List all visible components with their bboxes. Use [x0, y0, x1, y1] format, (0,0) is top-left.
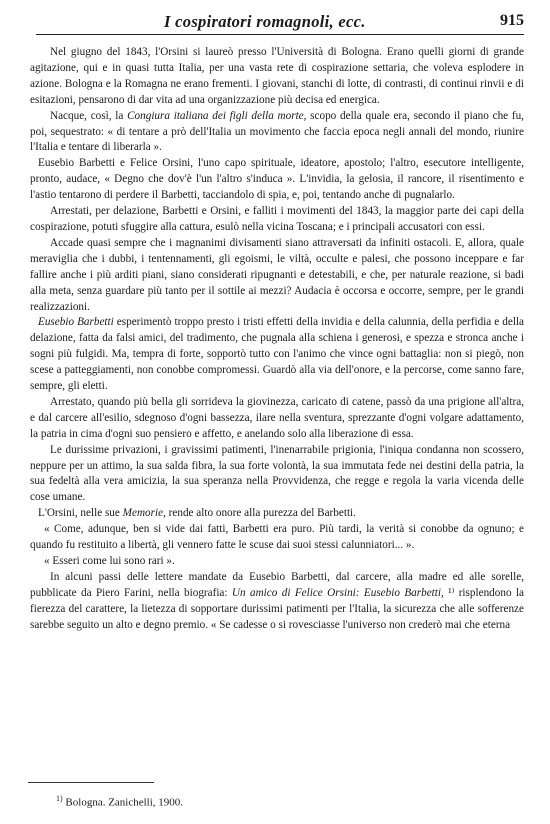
footnote-rule	[28, 782, 154, 783]
paragraph: In alcuni passi delle lettere mandate da Eusebio Barbetti, dal carcere, alla madre ed alle sorelle, pubblicate da Piero Farini, nella biografia: Un amico di Felice Orsini: Eusebio Barbetti, ¹⁾ risplendono la fierezza del carattere, la lietezza di sopportare durissimi patimenti per l'Italia, la sicurezza che alle sofferenze sarebbe seguito un alto e degno premio. « Se cadesse o si rovesciasse l'universo non crederò mai che eterna	[30, 570, 525, 631]
header-rule	[36, 34, 524, 35]
italic-title: Un amico di Felice Orsini: Eusebio Barbetti,	[231, 586, 444, 599]
running-header	[36, 12, 524, 36]
footnote	[56, 794, 183, 809]
italic-title: Congiura italiana dei figli della morte	[127, 109, 304, 122]
italic-title: Memorie	[122, 507, 164, 520]
paragraph: Nel giugno del 1843, l'Orsini si laureò presso l'Università di Bologna. Erano quelli giorni di grande agitazione, qui e in quasi tutta Italia, per una vasta rete di cospirazione settaria, che voleva esplodere in azione. Bologna e la Romagna ne erano frementi. I giovani, stanchi di lotte, di contrasti, di continui rinvii e di esitazioni, pensarono di dar vita ad una organizzazione più decisa ed energica.	[30, 46, 524, 106]
footnote-mark: 1)	[56, 794, 63, 803]
paragraph: Arrestato, quando più bella gli sorrideva la giovinezza, caricato di catene, passò da una prigione all'altra, e dal carcere all'esilio, sdegnoso d'ogni bassezza, ilare nella sventura, sprezzante d'ogni volgare adattamento, la patria in cima d'ogni suo pensiero e affetto, e anelando solo alla liberazione di essa.	[30, 395, 524, 440]
paragraph: Le durissime privazioni, i gravissimi patimenti, l'inenarrabile prigionia, l'iniqua condanna non scossero, neppure per un attimo, la sua salda fibra, la sua forte volontà, la sua immutata fede nei destini della patria, la sua fedeltà alla vera amicizia, la sua speranza nella Provvidenza, che regge e regola la varia vicenda delle cose umane.	[30, 443, 524, 504]
body-text	[30, 45, 524, 634]
running-title: I cospiratori romagnoli, ecc.	[164, 12, 366, 31]
paragraph: Arrestati, per delazione, Barbetti e Orsini, e falliti i movimenti del 1843, la maggior parte dei capi della cospirazione, potuti sfuggire alla cattura, esulò nella vicina Toscana; e i principali accusatori con essi.	[30, 205, 524, 233]
quote-paragraph: « Come, adunque, ben si vide dai fatti, Barbetti era puro. Più tardi, la verità si conobbe da ognuno; e quando fu restituito a libertà, gli vennero fatte le scuse dai suoi stessi calunniatori... ».	[30, 523, 524, 552]
paragraph: Eusebio Barbetti e Felice Orsini, l'uno capo spirituale, ideatore, apostolo; l'altro, esecutore intelligente, pronto, audace, « Degno che dov'è l'un l'altro s'induca ». L'invidia, la gelosia, il rancore, il risentimento e l'astio tentarono di perdere il Barbetti, tacciandolo di spia, e, poi, tentando anche di pugnalarlo.	[30, 157, 524, 202]
paragraph: Nacque, così, la Congiura italiana dei figli della morte, scopo della quale era, secondo il piano che fu, poi, sequestrato: « di tentare a prò dell'Italia un movimento che faccia epoca negli annali del mondo, riunire l'Italia e tentare di liberarla ».	[30, 109, 524, 154]
italic-title: Eusebio Barbetti	[38, 316, 114, 329]
paragraph: Eusebio Barbetti esperimentò troppo presto i tristi effetti della invidia e della calunnia, della perfidia e della delazione, fatta da falsi amici, del tradimento, che pugnala alla schiena i generosi, e spezza e stronca anche i sogni più fulgidi. Ma, tempra di forte, sopportò tutto con l'animo che vince ogni battaglia: non si piegò, non scese a patteggiamenti, non conobbe compromessi. Guardò alla via dell'onore, e la percorse, come sanno fare, sempre, gli eletti.	[30, 316, 524, 393]
paragraph: Accade quasi sempre che i magnanimi divisamenti siano attraversati da infiniti ostacoli. E, allora, quale meraviglia che i dubbi, i tentennamenti, gli egoismi, le viltà, occulte e palesi, che possono inceppare e far fallire anche i più arditi piani, siano considerati ripugnanti e detestabili, e che, per naturale reazione, si badi alla meta, senza guardare più tanto per il sottile ai mezzi? Audacia è occorsa e occorre, sempre, per le grandi realizzazioni.	[30, 236, 524, 313]
quote-paragraph: « Esseri come lui sono rari ».	[44, 555, 175, 567]
footnote-text: Bologna. Zanichelli, 1900.	[65, 796, 184, 809]
paragraph: L'Orsini, nelle sue Memorie, rende alto onore alla purezza del Barbetti.	[38, 507, 356, 520]
page-number: 915	[500, 12, 524, 29]
